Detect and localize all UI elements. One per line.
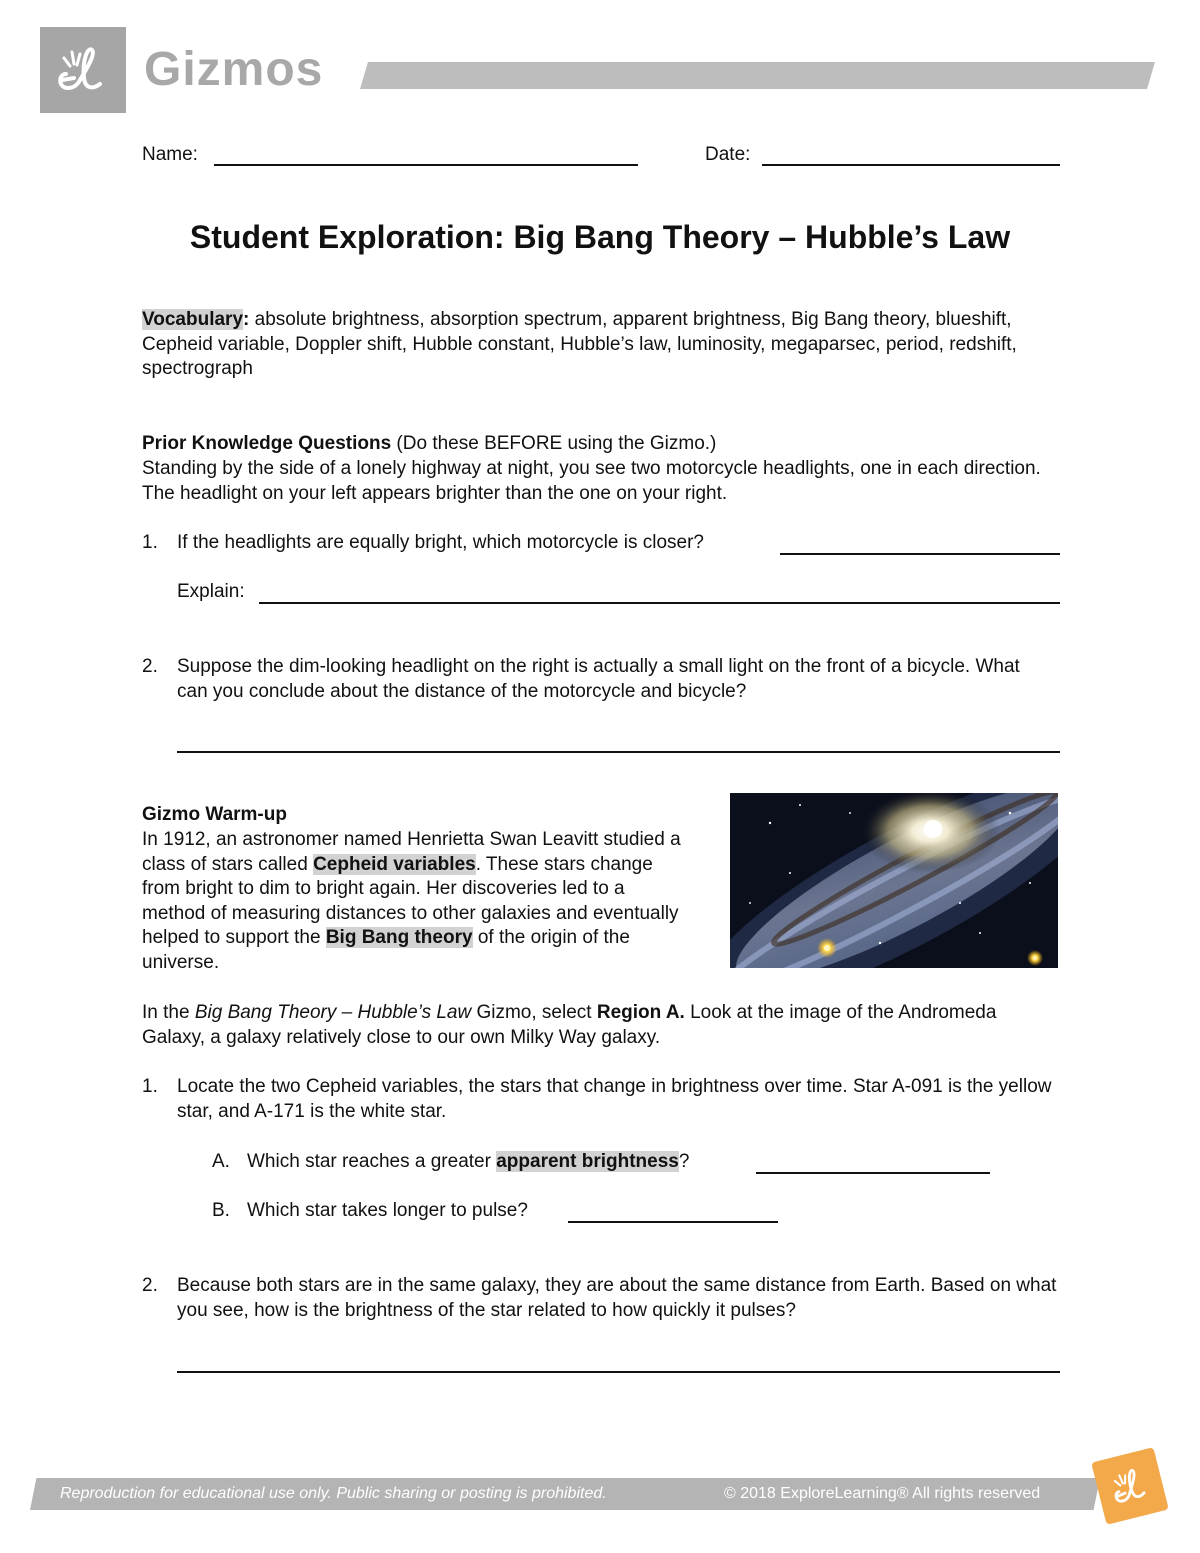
warmup-text-a: In 1912, an astronomer named Henrietta Swan Leavitt studied a class of stars called (142, 829, 681, 875)
answer-line-explain[interactable] (259, 578, 1060, 604)
question-number: 2. (142, 656, 158, 677)
gizmo-name: Big Bang Theory – Hubble’s Law (194, 1002, 472, 1023)
name-field (142, 143, 198, 167)
vocabulary-paragraph (142, 308, 1060, 382)
header-bar (360, 62, 1155, 89)
warmup-heading: Gizmo Warm-up (142, 804, 287, 825)
term-cepheid-variables: Cepheid variables (313, 853, 476, 875)
warmup-question-2 (142, 1274, 1060, 1324)
answer-line-brighter-star[interactable] (756, 1148, 990, 1174)
question-text: Locate the two Cepheid variables, the stars that change in brightness over time. Star A-091 is the yellow star, and A-171 is the white star. (177, 1076, 1052, 1122)
warmup-p2-b: Gizmo, select (471, 1002, 597, 1023)
term-big-bang-theory: Big Bang theory (325, 927, 473, 948)
warmup-question-1 (142, 1075, 1060, 1125)
prior-knowledge-heading (142, 432, 1060, 457)
prior-heading-text: Prior Knowledge Questions (142, 433, 392, 454)
galaxy-illustration (730, 793, 1058, 968)
warmup-text-c: of the origin of the universe. (142, 927, 630, 973)
warmup-paragraph-1 (142, 828, 687, 975)
answer-line-brightness-pulse[interactable] (177, 1347, 1060, 1373)
question-number: 1. (142, 532, 158, 553)
warmup-p2-a: In the (142, 1002, 195, 1023)
question-text: Suppose the dim-looking headlight on the right is actually a small light on the front of a bicycle. What can you conclude about the distance of the motorcycle and bicycle? (177, 656, 1020, 702)
footer-logo (1091, 1447, 1169, 1525)
name-input-line[interactable] (214, 140, 638, 166)
explorelearning-logo-icon (1104, 1462, 1156, 1510)
region-a-label: Region A. (596, 1002, 685, 1023)
warmup-p2-c: Look at the image of the Andromeda Galaxy, a galaxy relatively close to our own Milky Way galaxy. (142, 1002, 997, 1048)
question-text-a: Which star reaches a greater (247, 1151, 497, 1172)
prior-question-2 (142, 655, 1060, 715)
andromeda-galaxy-image (730, 793, 1058, 968)
explorelearning-logo-icon (52, 44, 114, 96)
explain-label: Explain: (177, 581, 245, 602)
brand-title: Gizmos (144, 43, 324, 96)
vocabulary-label: Vocabulary (142, 309, 244, 330)
footer-copyright: © 2018 ExploreLearning® All rights reserved (724, 1485, 1041, 1502)
question-text (247, 1150, 689, 1175)
name-label: Name: (142, 144, 198, 165)
question-text: Which star takes longer to pulse? (247, 1200, 528, 1221)
question-text-b: ? (678, 1151, 690, 1172)
answer-line-distance[interactable] (177, 727, 1060, 753)
gizmos-logo (40, 27, 126, 113)
date-input-line[interactable] (762, 140, 1060, 166)
date-label: Date: (705, 144, 751, 165)
warmup-text-b: . These stars change from bright to dim to bright again. Her discoveries led to a method of measuring distances to other galaxies and eventually helped to support the (142, 853, 679, 948)
term-apparent-brightness: apparent brightness (496, 1151, 679, 1172)
vocabulary-colon: : (243, 309, 250, 330)
question-number: 1. (142, 1076, 158, 1097)
vocabulary-terms: absolute brightness, absorption spectrum, apparent brightness, Big Bang theory, blueshift, Cepheid variable, Doppler shift, Hubble constant, Hubble’s law, luminosity, megaparsec, period, redshift, spectrograph (142, 309, 1017, 379)
answer-line-closer[interactable] (780, 529, 1060, 555)
page-title: Student Exploration: Big Bang Theory – Hubble’s Law (189, 219, 1011, 255)
question-number: 2. (142, 1275, 158, 1296)
warmup-paragraph-2 (142, 1001, 1042, 1050)
question-letter: B. (212, 1200, 230, 1221)
date-field (705, 143, 750, 167)
question-text: Because both stars are in the same galaxy, they are about the same distance from Earth. Based on what you see, how is the brightness of the star related to how quickly it pulses? (177, 1275, 1057, 1321)
footer-notice: Reproduction for educational use only. Public sharing or posting is prohibited. (60, 1485, 607, 1502)
prior-intro: Standing by the side of a lonely highway at night, you see two motorcycle headlights, one in each direction. The headlight on your left appears brighter than the one on your right. (142, 458, 1041, 504)
answer-line-longer-pulse[interactable] (568, 1197, 778, 1223)
prior-heading-note: (Do these BEFORE using the Gizmo.) (391, 433, 717, 454)
question-letter: A. (212, 1151, 230, 1172)
question-text: If the headlights are equally bright, which motorcycle is closer? (177, 532, 704, 553)
